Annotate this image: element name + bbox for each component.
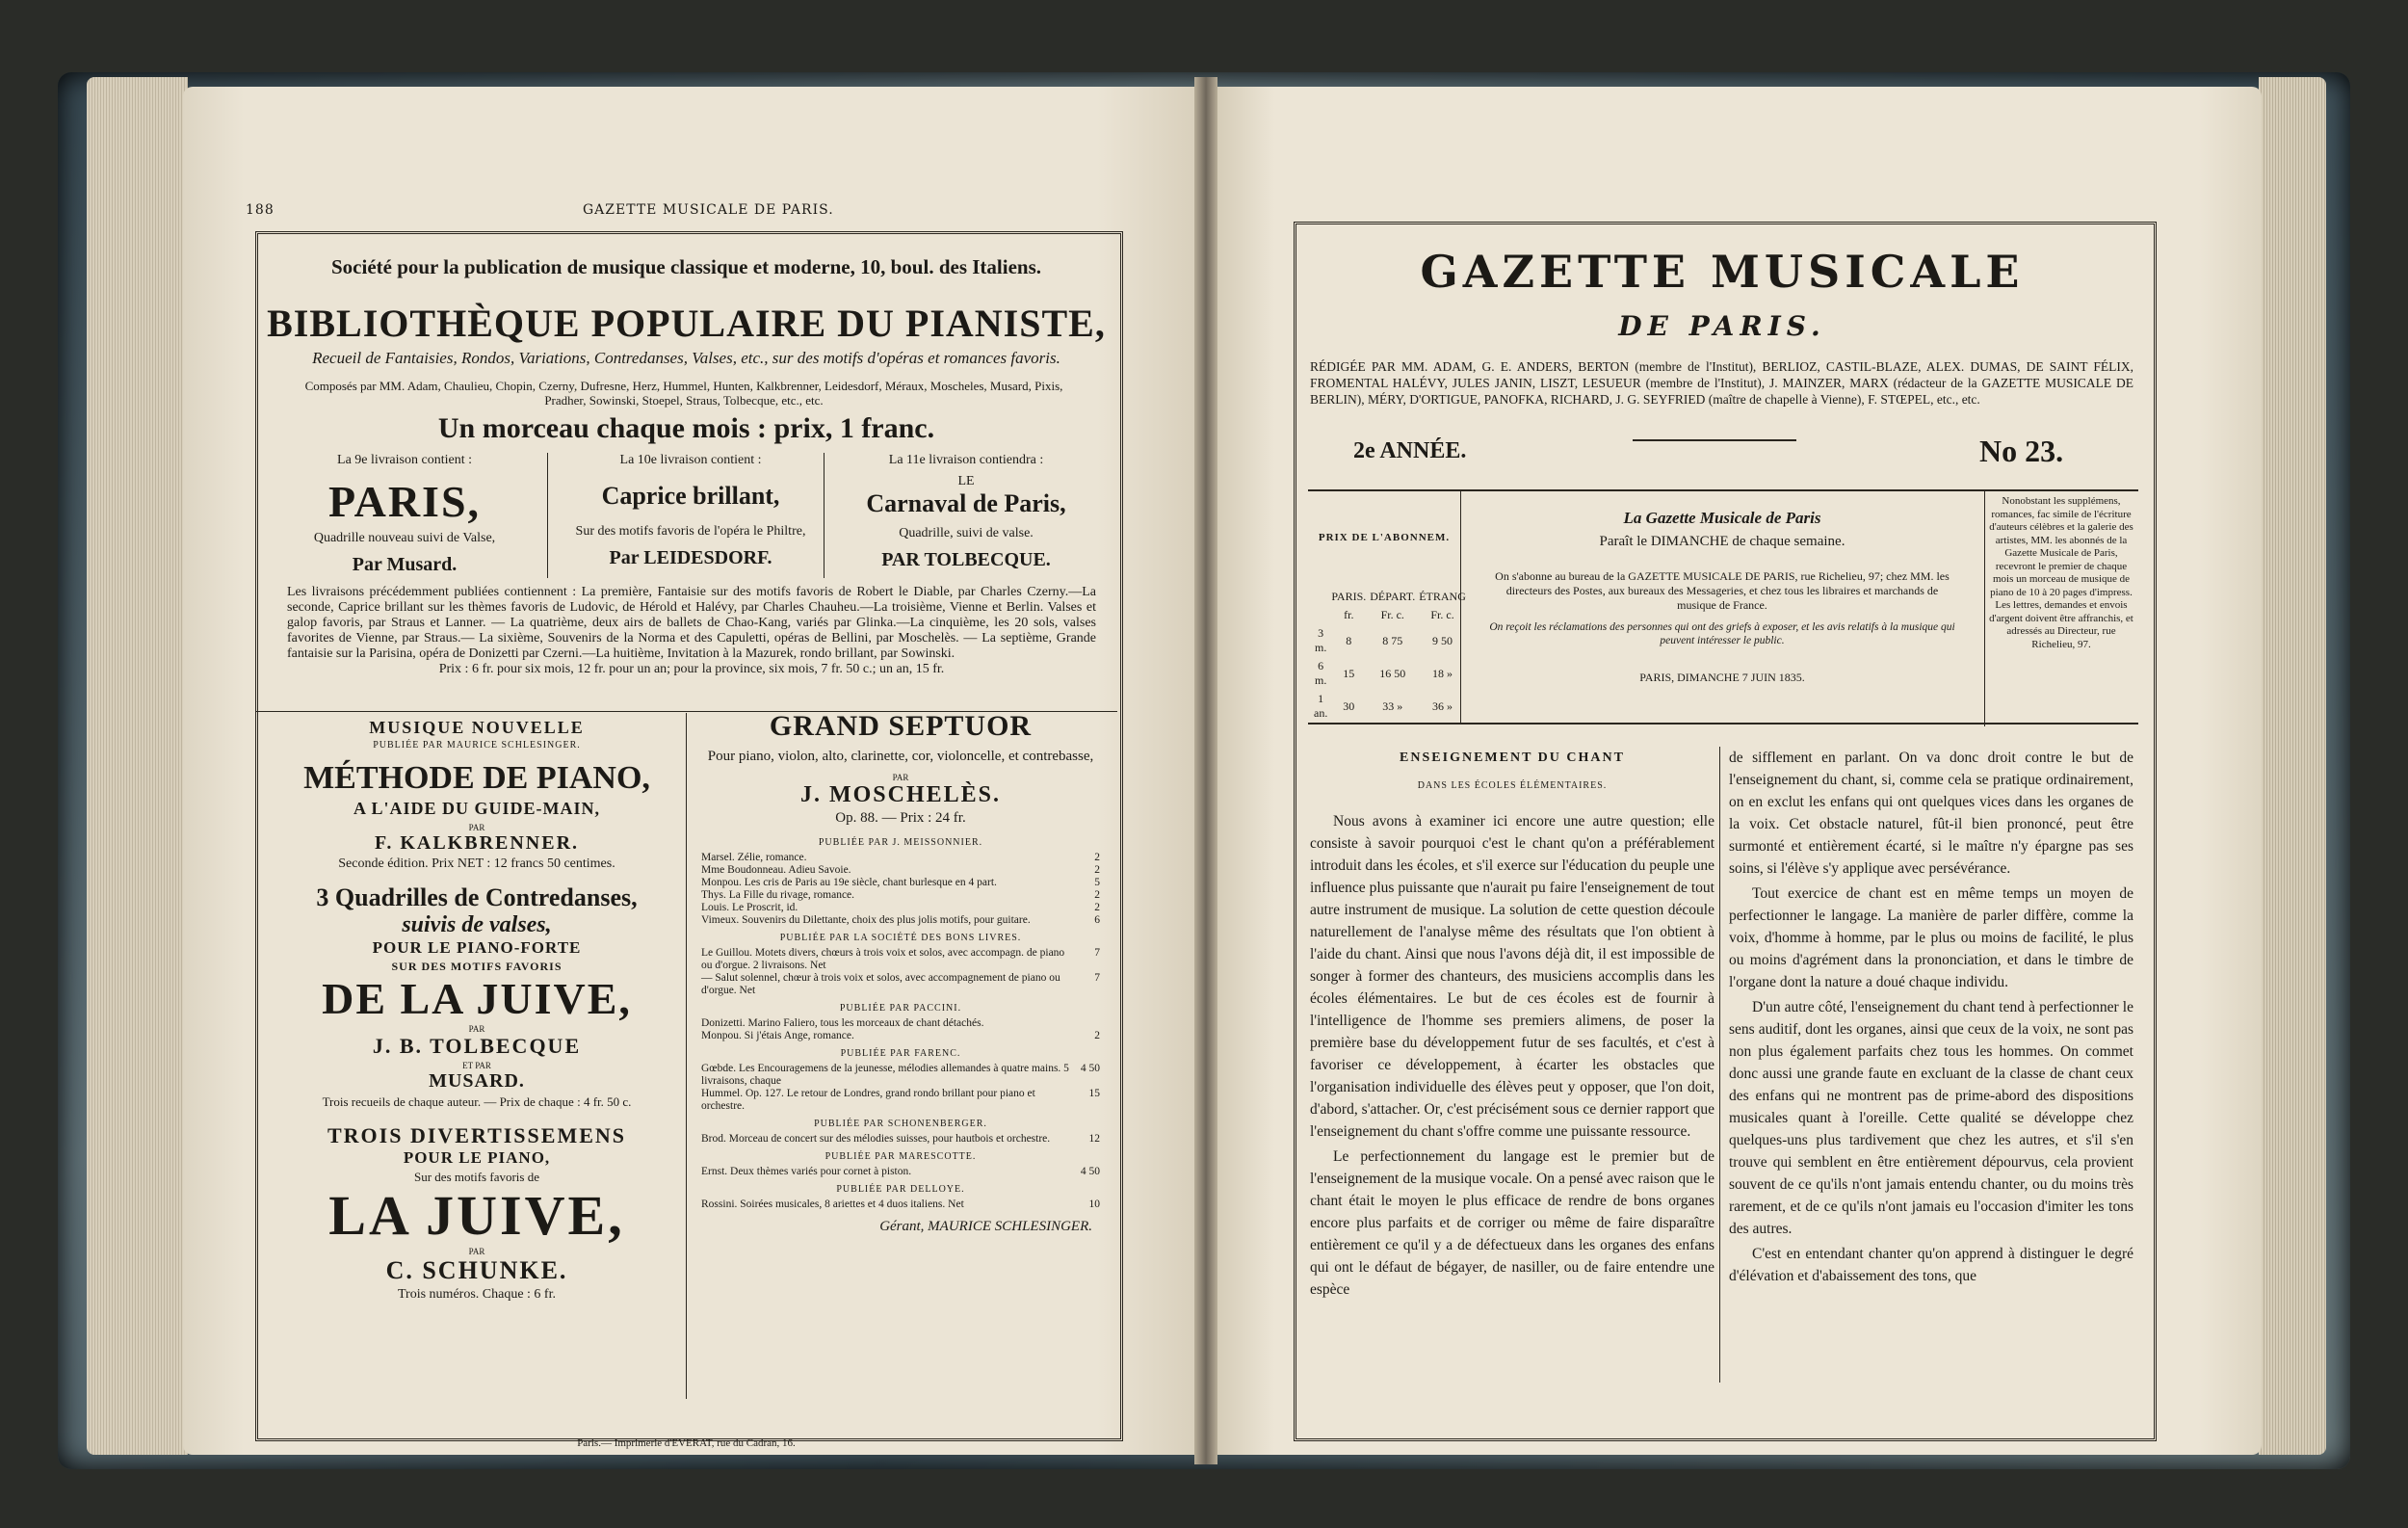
livraison-intro: La 10e livraison contient :	[619, 453, 762, 467]
item-price: 2	[1094, 902, 1100, 913]
list-item	[701, 902, 1100, 914]
item-price: 15	[1088, 1088, 1100, 1099]
livraison-sub: Quadrille, suivi de valse.	[899, 526, 1034, 540]
pour-piano-forte: POUR LE PIANO-FORTE	[372, 938, 582, 957]
livraison-title-prefix: LE	[957, 474, 975, 488]
list-item	[701, 972, 1100, 997]
page-edges-right	[2259, 77, 2326, 1455]
item-price: 7	[1094, 972, 1100, 984]
list-item	[701, 914, 1100, 927]
livraison-10	[551, 453, 830, 569]
table-row	[1312, 657, 1468, 690]
item-title: — Salut solennel, chœur à trois voix et solos, avec accompagnement de piano ou d'orgue. Net	[701, 972, 1060, 996]
imprint: Paris.— Imprimerie d'EVERAT, rue du Cadran, 16.	[577, 1437, 796, 1449]
par-line: PAR	[892, 773, 909, 782]
publications-list	[701, 836, 1100, 1211]
column-divider	[547, 453, 548, 578]
item-title: Monpou. Les cris de Paris au 19e siècle, chant burlesque en 4 part.	[701, 877, 997, 888]
livraison-author: PAR TOLBECQUE.	[881, 549, 1051, 570]
year-label: 2e ANNÉE.	[1353, 438, 1467, 463]
list-item	[701, 864, 1100, 877]
column-divider	[1719, 747, 1720, 1383]
table-cell: 3 m.	[1314, 626, 1327, 654]
juive-title: DE LA JUIVE,	[322, 974, 632, 1023]
list-item	[701, 1030, 1100, 1042]
quadrilles-title: 3 Quadrilles de Contredanses,	[316, 883, 638, 911]
livraison-sub: Sur des motifs favoris de l'opéra le Philtre,	[575, 524, 806, 539]
publisher-line: PUBLIÉE PAR MAURICE SCHLESINGER.	[373, 740, 581, 751]
methode-advert	[265, 718, 689, 1303]
table-cell: fr.	[1344, 608, 1354, 621]
item-price: 4 50	[1080, 1063, 1100, 1074]
page-number: 188	[246, 202, 275, 218]
table-cell: 6 m.	[1314, 659, 1327, 687]
table-row	[1312, 624, 1468, 657]
publisher-heading: PUBLIÉE PAR DELLOYE.	[836, 1184, 965, 1195]
paragraph: Le perfectionnement du langage est le premier but de l'enseignement de la musique vocale. On a pensé avec raison que le chant était le moyen le plus efficace de rendre de bons organes encore plus parfaits et de corriger ou même de faire disparaître entièrement ce qu'il y a de défectueux dans les organes des enfans qui ont le défaut de bégayer, de nasiller, ou de faire entendre une espèce	[1310, 1148, 1714, 1298]
table-cell	[1312, 588, 1329, 606]
item-price: 7	[1094, 947, 1100, 959]
table-cell: 30	[1343, 698, 1355, 713]
previous-text: Les livraisons précédemment publiées contiennent : La première, Fantaisie sur des motifs favoris de Robert le Diable, par Charles Czerny.—La seconde, Caprice brillant sur les thèmes favoris de Ludovic, de Hérold et Halévy, par Charles Chauheu.—La troisième, Vienne et Berlin. Valses et galop favoris, par Straus et Lanner. — La quatrième, deux airs de ballets de Chao-Kang, variés par Glinka.—La cinquième, les 20 sols, valses favorites de Vienne, par Straus.— La sixième, Souvenirs de la Norma et des Capuletti, opéras de Bellini, par Moschelès. — La septième, Grande fantaisie sur la Parisina, opéra de Donizetti par Czerni.—La huitième, Invitation à la Mazurek, rondo brillant, par Sowinski.	[287, 585, 1096, 661]
item-title: Rossini. Soirées musicales, 8 ariettes et 4 duos italiens. Net	[701, 1199, 964, 1210]
article-column-1	[1310, 747, 1714, 1304]
item-price: 2	[1094, 889, 1100, 901]
price-line: Un morceau chaque mois : prix, 1 franc.	[437, 412, 935, 444]
livraison-11	[826, 453, 1106, 571]
item-price: 5	[1094, 877, 1100, 888]
list-item	[701, 1017, 1100, 1030]
center-abonne: On s'abonne au bureau de la GAZETTE MUSICALE DE PARIS, rue Richelieu, 97; chez MM. les directeurs des Postes, aux bureaux des Messageries, et chez tous les libraires et marchands de musique de France.	[1495, 569, 1950, 612]
gerant-line: Gérant, MAURICE SCHLESINGER.	[879, 1219, 1092, 1234]
lajuive-title: LA JUIVE,	[328, 1184, 625, 1247]
item-title: Monpou. Si j'étais Ange, romance.	[701, 1030, 854, 1041]
publisher-heading: PUBLIÉE PAR MARESCOTTE.	[824, 1151, 977, 1162]
center-date: PARIS, DIMANCHE 7 JUIN 1835.	[1639, 671, 1805, 684]
table-cell: 15	[1343, 666, 1355, 680]
previous-livraisons	[287, 585, 1096, 677]
paragraph: D'un autre côté, l'enseignement du chant tend à perfectionner le sens auditif, dont les organes, ainsi que ceux de la voix, ne sont pas non plus également parfaits chez tous les hommes. On commet donc aussi une grande faute en excluant de la classe de chant ceux des enfans qui ne montrent pas de prime-abord des dispositions musicales quant à l'oreille. Cette qualité se développe chez quelques-uns plus tardivement que chez les autres, et s'il s'en trouve qui semblent en être entièrement dépourvus, cela provient souvent de ce qu'ils n'ont jamais entendu chanter, ou du moins très rarement, et de ce qu'ils n'ont jamais eu l'occasion d'imiter les tons des autres.	[1729, 999, 2133, 1237]
item-title: Vimeux. Souvenirs du Dilettante, choix des plus jolis motifs, pour guitare.	[701, 914, 1031, 926]
paragraph: Nous avons à examiner ici encore une autre question; elle consiste à savoir pourquoi c'est le chant qu'on a préférablement introduit dans les écoles, et s'il exerce sur l'éducation du peuple une influence plus puissante que n'aurait pu faire l'enseignement de tout autre instrument de musique. La solution de cette question découle naturellement de l'analyse même des résultats que l'on obtient à l'aide du chant. Ainsi que nous l'avons déjà dit, il est impossible de songer à former des chanteurs, des musiciens accomplis dans les écoles élémentaires. Le but de ces écoles est de fournir à l'intelligence de l'homme ses premiers alimens, de poser la première base du développement futur de ses facultés, et c'est à favoriser ce développement, à écarter les obstacles que l'organisation individuelle des élèves peut y opposer, que l'on doit, d'abord, s'attacher. Or, c'est précisément sous ce dernier rapport que l'enseignement du chant s'offre comme une puissante ressource.	[1310, 813, 1714, 1140]
item-price	[1071, 1017, 1100, 1030]
recueils-price: Trois recueils de chaque auteur. — Prix de chaque : 4 fr. 50 c.	[322, 1094, 632, 1109]
schunke-author: C. SCHUNKE.	[385, 1256, 568, 1284]
table-cell: Fr. c.	[1430, 608, 1454, 621]
publisher-heading: PUBLIÉE PAR J. MEISSONNIER.	[818, 837, 983, 848]
subscription-price: Prix : 6 fr. pour six mois, 12 fr. pour un an; pour la province, six mois, 7 fr. 50 c.; un an, 15 fr.	[438, 662, 945, 676]
table-cell: 36 »	[1432, 698, 1453, 713]
septuor-author: J. MOSCHELÈS.	[799, 782, 1002, 807]
list-item	[701, 1063, 1100, 1088]
livraison-title: PARIS,	[327, 477, 482, 526]
list-item	[701, 889, 1100, 902]
item-title: Donizetti. Marino Faliero, tous les morceaux de chant détachés.	[701, 1017, 984, 1029]
item-title: Hummel. Op. 127. Le retour de Londres, grand rondo brillant pour piano et orchestre.	[701, 1088, 1035, 1112]
issue-number: No 23.	[1979, 434, 2064, 468]
list-item	[701, 852, 1100, 864]
publisher-heading: PUBLIÉE PAR LA SOCIÉTÉ DES BONS LIVRES.	[779, 933, 1022, 943]
list-item	[701, 1133, 1100, 1146]
publisher-heading: PUBLIÉE PAR PACCINI.	[839, 1003, 962, 1014]
livraison-title: Carnaval de Paris,	[866, 489, 1066, 517]
paragraph: de sifflement en parlant. On va donc droit contre le but de l'enseignement du chant, si, comme cela se pratique ordinairement, on en exclut les enfans qui ont quelques vices dans les organes de la voix. Cet obstacle naturel, fût-il bien prononcé, peut être surmonté et entièrement écarté, si le maître n'y épargne pas ses soins, si l'élève s'y applique avec persévérance.	[1729, 750, 2133, 877]
recueil-line: Recueil de Fantaisies, Rondos, Variations, Contredanses, Valses, etc., sur des motifs d'opéras et romances favoris.	[312, 349, 1060, 367]
septuor-instruments: Pour piano, violon, alto, clarinette, cor, violoncelle, et contrebasse,	[707, 749, 1094, 764]
price-title: PRIX DE L'ABONNEM.	[1318, 532, 1451, 543]
gazette-subtitle: DE PARIS.	[1618, 310, 1826, 342]
livraison-author: Par LEIDESDORF.	[609, 547, 772, 568]
item-price: 6	[1094, 914, 1100, 926]
table-cell: Fr. c.	[1380, 608, 1404, 621]
list-item	[701, 1088, 1100, 1113]
item-price: 10	[1088, 1199, 1100, 1210]
paragraph: C'est en entendant chanter qu'on apprend à distinguer le degré d'élévation et d'abaissement des tons, que	[1729, 1246, 2133, 1284]
page-edges-left	[87, 77, 188, 1455]
table-cell: 8	[1346, 633, 1352, 647]
info-bar	[1308, 489, 2138, 724]
methode-sub: A L'AIDE DU GUIDE-MAIN,	[353, 799, 600, 818]
gazette-title: GAZETTE MUSICALE	[1420, 246, 2025, 298]
center-reclamations: On reçoit les réclamations des personnes qui ont des griefs à exposer, et les avis relatifs à la musique qui peuvent intéresser le public.	[1489, 621, 1955, 646]
surmotifs-line: Sur des motifs favoris de	[414, 1170, 539, 1184]
divertissemens-title: TROIS DIVERTISSEMENS	[327, 1123, 627, 1147]
table-cell	[1312, 606, 1329, 624]
item-price: 2	[1094, 852, 1100, 863]
list-item	[701, 1199, 1100, 1211]
item-price: 2	[1094, 864, 1100, 876]
article-column-2	[1729, 747, 2133, 1290]
table-row	[1312, 588, 1468, 606]
table-cell: 16 50	[1379, 666, 1406, 680]
septuor-advert	[694, 708, 1108, 1235]
etpar-line: ET PAR	[462, 1061, 491, 1070]
item-title: Thys. La Fille du rivage, romance.	[701, 889, 855, 901]
livraison-9	[265, 453, 544, 576]
numeros-price: Trois numéros. Chaque : 6 fr.	[398, 1287, 556, 1302]
item-price: 2	[1094, 1030, 1100, 1041]
methode-edition: Seconde édition. Prix NET : 12 francs 50 centimes.	[338, 856, 615, 871]
septuor-title: GRAND SEPTUOR	[769, 710, 1033, 742]
motifs-line: SUR DES MOTIFS FAVORIS	[391, 960, 563, 973]
center-parait: Paraît le DIMANCHE de chaque semaine.	[1599, 534, 1845, 549]
septuor-op: Op. 88. — Prix : 24 fr.	[835, 810, 966, 826]
methode-author: F. KALKBRENNER.	[374, 832, 580, 854]
livraison-sub: Quadrille nouveau suivi de Valse,	[313, 531, 496, 545]
running-title: GAZETTE MUSICALE DE PARIS.	[583, 202, 834, 218]
price-box	[1308, 491, 1466, 723]
bibliotheque-title: BIBLIOTHÈQUE POPULAIRE DU PIANISTE,	[267, 302, 1106, 345]
item-title: Gœbde. Les Encouragemens de la jeunesse, mélodies allemandes à quatre mains. 5 livraisons, chaque	[701, 1063, 1069, 1087]
composers-list: Composés par MM. Adam, Chaulieu, Chopin, Czerny, Dufresne, Herz, Hummel, Hunten, Kalkbrenner, Leidesdorf, Méraux, Moscheles, Musard, Pixis, Pradher, Sowinski, Stoepel, Straus, Tolbecque, etc., etc.	[304, 379, 1063, 408]
table-cell: ÉTRANG	[1419, 590, 1466, 603]
item-price: 4 50	[1080, 1166, 1100, 1177]
side-note: Nonobstant les supplémens, romances, fac simile de l'écriture d'auteurs célèbres et la galerie des artistes, MM. les abonnés de la Gazette Musicale de Paris, recevront le premier de chaque mois un morceau de musique de piano de 10 à 20 pages d'impress. Les lettres, demandes et envois d'argent doivent être affranchis, et adressés au Directeur, rue Richelieu, 97.	[1984, 491, 2137, 726]
table-cell: 8 75	[1382, 633, 1403, 647]
methode-title: MÉTHODE DE PIANO,	[303, 760, 650, 796]
redaction-list: RÉDIGÉE PAR MM. ADAM, G. E. ANDERS, BERTON (membre de l'Institut), BERLIOZ, CASTIL-BLAZE, ALEX. DUMAS, DE SAINT FÉLIX, FROMENTAL HALÉVY, JULES JANIN, LISZT, LESUEUR (membre de l'Institut), J. MAINZER, MARX (rédacteur de la GAZETTE MUSICALE DE BERLIN), MÉRY, D'ORTIGUE, PANOFKA, RICHARD, J. G. SEYFRIED (maître de chapelle à Vienne), F. STŒPEL, etc., etc.	[1310, 359, 2133, 407]
livraison-intro: La 9e livraison contient :	[337, 453, 472, 467]
table-cell: 33 »	[1382, 698, 1403, 713]
par-line: PAR	[468, 1024, 485, 1034]
table-cell: DÉPART.	[1370, 590, 1416, 603]
tolbecque-author: J. B. TOLBECQUE	[372, 1034, 582, 1058]
article-title: ENSEIGNEMENT DU CHANT	[1400, 751, 1625, 765]
table-cell: 1 an.	[1314, 692, 1328, 720]
publisher-heading: PUBLIÉE PAR SCHONENBERGER.	[814, 1119, 987, 1129]
price-table	[1312, 588, 1468, 723]
publisher-heading: PUBLIÉE PAR FARENC.	[840, 1048, 961, 1059]
item-title: Le Guillou. Motets divers, chœurs à trois voix et solos, avec accompagn. de piano ou d'orgue. 2 livraisons. Net	[701, 947, 1065, 971]
paragraph: Tout exercice de chant est en même temps un moyen de perfectionner le langage. La manière de parler diffère, comme la voix, d'homme à homme, par le plus ou moins de facilité, le plus ou moins d'agrément dans la prononciation, et dans le timbre de l'organe dont la nature a doué chaque individu.	[1729, 885, 2133, 990]
item-title: Brod. Morceau de concert sur des mélodies suisses, pour hautbois et orchestre.	[701, 1133, 1051, 1145]
par-line: PAR	[468, 823, 485, 832]
par-line: PAR	[468, 1247, 485, 1256]
item-title: Mme Boudonneau. Adieu Savoie.	[701, 864, 851, 876]
item-title: Ernst. Deux thèmes variés pour cornet à piston.	[701, 1166, 912, 1177]
item-price: 12	[1088, 1133, 1100, 1145]
musard-author: MUSARD.	[429, 1070, 525, 1092]
list-item	[701, 877, 1100, 889]
list-item	[701, 1166, 1100, 1178]
table-cell: 9 50	[1432, 633, 1453, 647]
table-row	[1312, 690, 1468, 723]
musique-nouvelle: MUSIQUE NOUVELLE	[369, 718, 585, 737]
table-cell: 18 »	[1432, 666, 1453, 680]
list-item	[701, 947, 1100, 972]
item-title: Marsel. Zélie, romance.	[701, 852, 807, 863]
pour-piano: POUR LE PIANO,	[403, 1148, 551, 1167]
publication-info	[1462, 491, 1982, 723]
article-subtitle: DANS LES ÉCOLES ÉLÉMENTAIRES.	[1417, 780, 1608, 791]
table-cell: PARIS.	[1331, 590, 1367, 603]
livraison-title: Caprice brillant,	[601, 482, 780, 510]
book-gutter	[1194, 77, 1217, 1464]
table-row	[1312, 606, 1468, 624]
item-title: Louis. Le Proscrit, id.	[701, 902, 798, 913]
valses-line: suivis de valses,	[402, 912, 552, 937]
societe-heading: Société pour la publication de musique classique et moderne, 10, boul. des Italiens.	[330, 255, 1041, 278]
livraison-intro: La 11e livraison contiendra :	[888, 453, 1044, 467]
livraison-author: Par Musard.	[352, 554, 458, 575]
center-title: La Gazette Musicale de Paris	[1623, 509, 1821, 527]
ornament-rule	[1633, 439, 1796, 441]
